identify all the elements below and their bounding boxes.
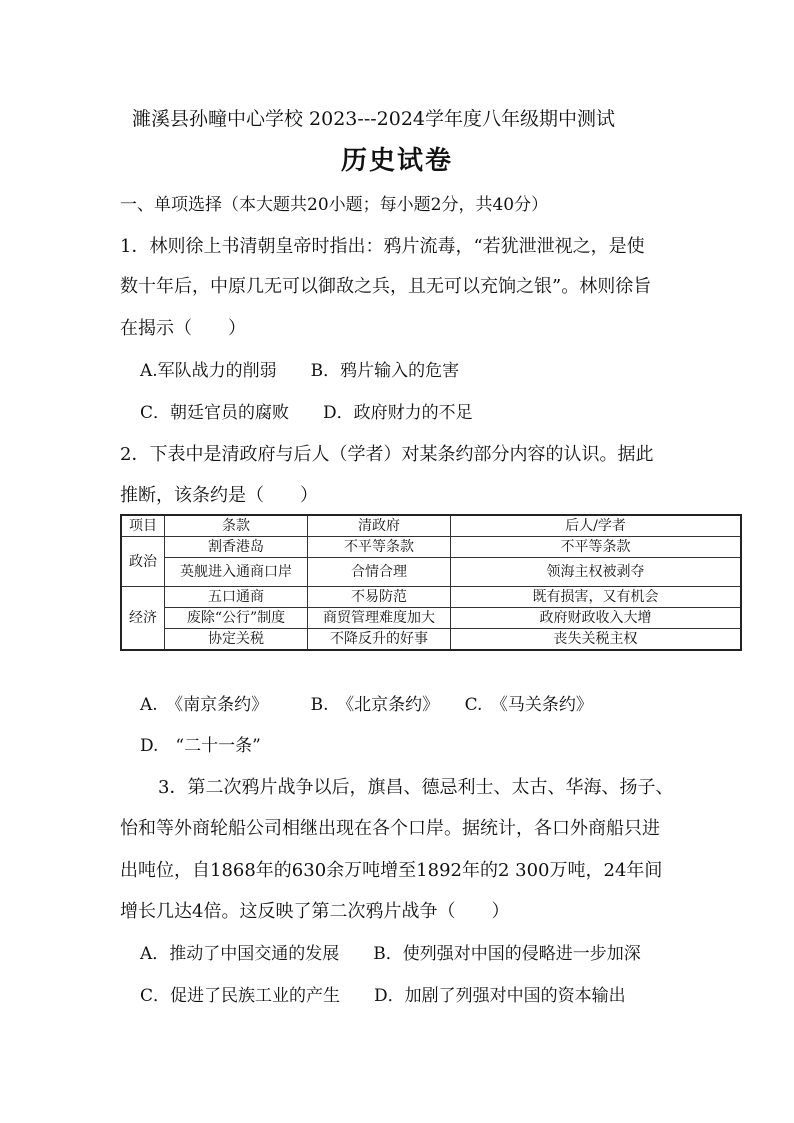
- table-row: [121, 629, 741, 651]
- table-cell: 协定关税: [165, 629, 308, 651]
- table-row: [121, 558, 741, 587]
- q3-options-ab: A．推动了中国交通的发展 B．使列强对中国的侵略进一步加深: [140, 944, 641, 964]
- q1-options-cd: C．朝廷官员的腐败 D．政府财力的不足: [140, 403, 473, 423]
- q3-options-cd: C．促进了民族工业的产生 D．加剧了列强对中国的资本输出: [140, 986, 626, 1006]
- q1-line-2: 数十年后，中原几无可以御敌之兵，且无可以充饷之银”。林则徐旨: [120, 276, 652, 297]
- table-cell: 割香港岛: [165, 537, 308, 558]
- q1-line-3: 在揭示（ ）: [120, 318, 246, 339]
- treaty-comparison-table: [120, 514, 742, 651]
- table-cell: 商贸管理难度加大: [308, 608, 451, 629]
- paper-title: 历史试卷: [340, 146, 453, 176]
- table-cell: 政府财政收入大增: [451, 608, 742, 629]
- table-cell: 不平等条款: [451, 537, 742, 558]
- table-cell: 英舰进入通商口岸: [165, 558, 308, 587]
- q1-options-ab: A.军队战力的削弱 B．鸦片输入的危害: [140, 361, 460, 381]
- table-row: [121, 587, 741, 608]
- table-row: [121, 537, 741, 558]
- table-cell: 不易防范: [308, 587, 451, 608]
- table-cell: 既有损害，又有机会: [451, 587, 742, 608]
- header-cell: 项目: [121, 515, 165, 537]
- table-cell: 领海主权被剥夺: [451, 558, 742, 587]
- q2-options-d: D. “二十一条”: [140, 736, 261, 756]
- table-cell: 不平等条款: [308, 537, 451, 558]
- q3-line-2: 怡和等外商轮船公司相继出现在各个口岸。据统计，各口外商船只进: [120, 818, 660, 839]
- group-label-economy: 经济: [121, 587, 165, 651]
- header-cell: 后人/学者: [451, 515, 742, 537]
- q3-line-1: 3．第二次鸦片战争以后，旗昌、德忌利士、太古、华海、扬子、: [158, 777, 674, 798]
- table-cell: 不降反升的好事: [308, 629, 451, 651]
- q2-line-2: 推断，该条约是（ ）: [120, 485, 318, 506]
- q2-options-abc: A. 《南京条约》 B. 《北京条约》 C. 《马关条约》: [140, 695, 593, 715]
- table-row: [121, 608, 741, 629]
- school-exam-header: 濉溪县孙疃中心学校 2023---2024学年度八年级期中测试: [132, 108, 616, 130]
- q3-line-4: 增长几达4倍。这反映了第二次鸦片战争（ ）: [120, 901, 510, 922]
- table-cell: 废除“公行”制度: [165, 608, 308, 629]
- table-header-row: [121, 515, 741, 537]
- q3-line-3: 出吨位，自1868年的630余万吨增至1892年的2 300万吨，24年间: [120, 860, 663, 881]
- table-cell: 五口通商: [165, 587, 308, 608]
- header-cell: 条款: [165, 515, 308, 537]
- section-heading: 一、单项选择（本大题共20小题；每小题2分，共40分）: [120, 195, 549, 215]
- q1-line-1: 1．林则徐上书清朝皇帝时指出：鸦片流毒，“若犹泄泄视之，是使: [120, 236, 645, 257]
- table-cell: 合情合理: [308, 558, 451, 587]
- table-cell: 丧失关税主权: [451, 629, 742, 651]
- q2-line-1: 2．下表中是清政府与后人（学者）对某条约部分内容的认识。据此: [120, 444, 654, 465]
- group-label-politics: 政治: [121, 537, 165, 587]
- header-cell: 清政府: [308, 515, 451, 537]
